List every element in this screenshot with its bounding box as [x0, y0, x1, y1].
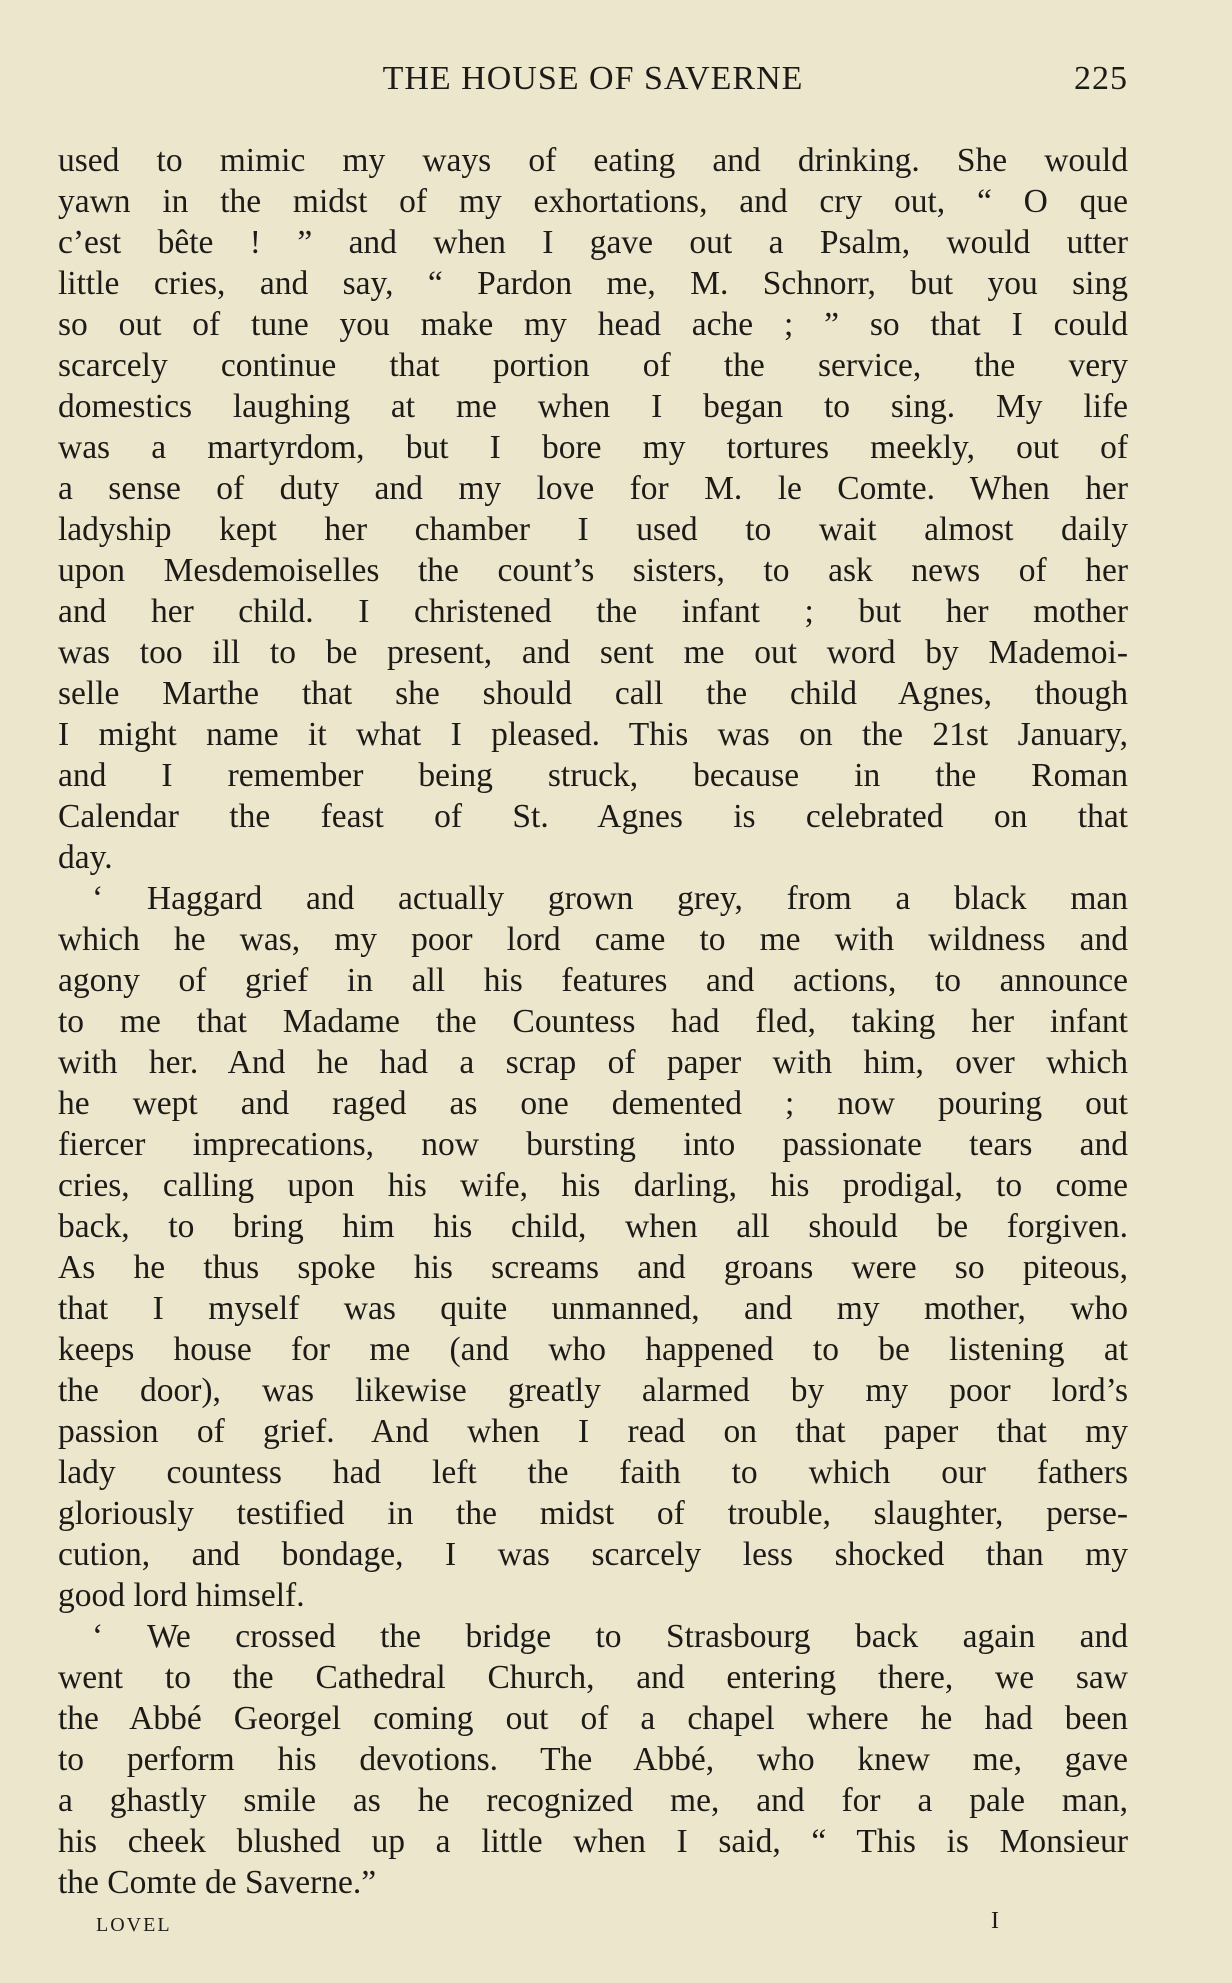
text-line: As he thus spoke his screams and groans were so piteous, [58, 1249, 1128, 1286]
text-line: he wept and raged as one demented ; now pouring out [58, 1085, 1128, 1122]
text-line: the Comte de Saverne.” [58, 1864, 377, 1901]
text-line: cution, and bondage, I was scarcely less shocked than my [58, 1536, 1128, 1573]
text-line: used to mimic my ways of eating and drinking. She would [58, 142, 1128, 179]
text-line: cries, calling upon his wife, his darling, his prodigal, to come [58, 1167, 1128, 1204]
text-line: to perform his devotions. The Abbé, who knew me, gave [58, 1741, 1128, 1778]
text-line: back, to bring him his child, when all should be forgiven. [58, 1208, 1128, 1245]
text-line: c’est bête ! ” and when I gave out a Psalm, would utter [58, 224, 1128, 261]
text-line: domestics laughing at me when I began to sing. My life [58, 388, 1128, 425]
text-line: so out of tune you make my head ache ; ” so that I could [58, 306, 1128, 343]
text-line: the door), was likewise greatly alarmed by my poor lord’s [58, 1372, 1128, 1409]
text-line: upon Mesdemoiselles the count’s sisters, to ask news of her [58, 552, 1128, 589]
text-line: the Abbé Georgel coming out of a chapel where he had been [58, 1700, 1128, 1737]
text-line: agony of grief in all his features and actions, to announce [58, 962, 1128, 999]
text-line: a ghastly smile as he recognized me, and for a pale man, [58, 1782, 1128, 1819]
text-line: fiercer imprecations, now bursting into passionate tears and [58, 1126, 1128, 1163]
running-title: THE HOUSE OF SAVERNE [382, 60, 804, 97]
text-line: that I myself was quite unmanned, and my mother, who [58, 1290, 1128, 1327]
text-line: scarcely continue that portion of the service, the very [58, 347, 1128, 384]
text-line: ‘ Haggard and actually grown grey, from a black man [92, 880, 1128, 917]
text-line: and I remember being struck, because in the Roman [58, 757, 1128, 794]
text-line: day. [58, 839, 113, 876]
text-line: went to the Cathedral Church, and entering there, we saw [58, 1659, 1128, 1696]
text-line: selle Marthe that she should call the child Agnes, though [58, 675, 1128, 712]
text-line: was a martyrdom, but I bore my tortures meekly, out of [58, 429, 1128, 466]
text-line: a sense of duty and my love for M. le Comte. When her [58, 470, 1128, 507]
signature-mark: LOVEL [96, 1914, 172, 1936]
text-line: passion of grief. And when I read on that paper that my [58, 1413, 1128, 1450]
text-line: Calendar the feast of St. Agnes is celebrated on that [58, 798, 1128, 835]
body-text [58, 140, 1128, 1903]
text-line: his cheek blushed up a little when I said, “ This is Monsieur [58, 1823, 1128, 1860]
text-line: lady countess had left the faith to which our fathers [58, 1454, 1128, 1491]
signature-letter: I [991, 1908, 999, 1934]
text-line: which he was, my poor lord came to me with wildness and [58, 921, 1128, 958]
text-line: to me that Madame the Countess had fled, taking her infant [58, 1003, 1128, 1040]
text-line: and her child. I christened the infant ; but her mother [58, 593, 1128, 630]
page-footer [58, 1908, 1128, 1944]
text-line: yawn in the midst of my exhortations, and cry out, “ O que [58, 183, 1128, 220]
text-line: gloriously testified in the midst of trouble, slaughter, perse- [58, 1495, 1128, 1532]
text-line: keeps house for me (and who happened to be listening at [58, 1331, 1128, 1368]
text-line: I might name it what I pleased. This was on the 21st January, [58, 716, 1128, 753]
text-line: little cries, and say, “ Pardon me, M. Schnorr, but you sing [58, 265, 1128, 302]
text-line: ‘ We crossed the bridge to Strasbourg back again and [92, 1618, 1128, 1655]
text-line: was too ill to be present, and sent me out word by Mademoi- [58, 634, 1128, 671]
text-line: ladyship kept her chamber I used to wait almost daily [58, 511, 1128, 548]
running-head [58, 60, 1128, 108]
text-line: with her. And he had a scrap of paper with him, over which [58, 1044, 1128, 1081]
text-line: good lord himself. [58, 1577, 305, 1614]
page-number: 225 [1074, 60, 1128, 97]
